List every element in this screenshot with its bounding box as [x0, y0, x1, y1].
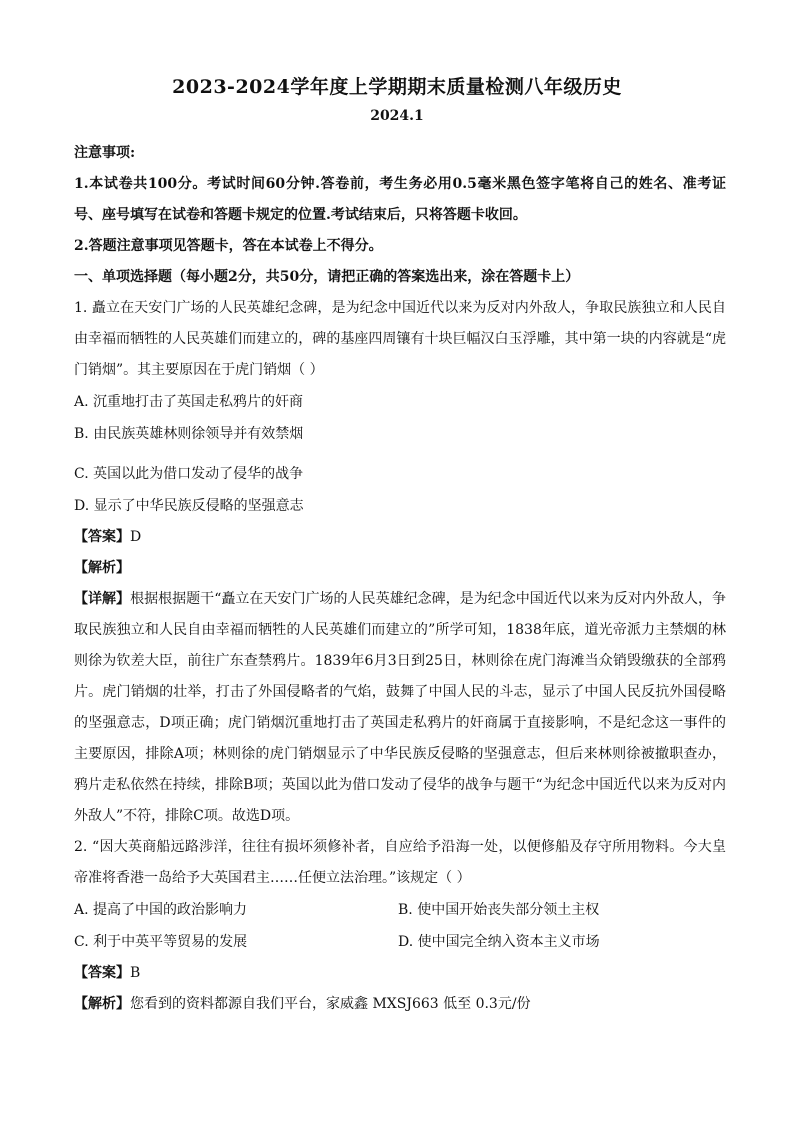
question-2-stem: 2. “因大英商船远路涉洋，往往有损坏须修补者，自应给予沿海一处，以便修船及存守所用物料。今大皇帝准将香港一岛给予大英国君主……任便立法治理。”该规定（ ） [74, 839, 726, 886]
notice-item-2: 2.答题注意事项见答题卡，答在本试卷上不得分。 [74, 238, 383, 254]
question-1-option-d: D. 显示了中华民族反侵略的坚强意志 [74, 498, 304, 514]
detail-tag: 【详解】 [74, 591, 131, 607]
notice-heading: 注意事项: [74, 145, 136, 161]
question-1-detail [74, 584, 726, 832]
question-2-options-row-1 [74, 894, 726, 926]
question-1-stem: 1. 矗立在天安门广场的人民英雄纪念碑，是为纪念中国近代以来为反对内外敌人，争取民族独立和人民自由幸福而牺牲的人民英雄们而建立的，碑的基座四周镶有十块巨幅汉白玉浮雕，其中第一块的内容就是“虎门销烟”。其主要原因在于虎门销烟（ ） [74, 300, 726, 378]
answer-value: D [130, 529, 142, 545]
analysis-tag: 【解析】 [74, 996, 130, 1012]
question-2-option-c: C. 利于中英平等贸易的发展 [74, 934, 248, 950]
notice-item-1: 1.本试卷共100分。考试时间60分钟.答卷前，考生务必用0.5毫米黑色签字笔将自己的姓名、准考证号、座号填写在试卷和答题卡规定的位置.考试结束后，只将答题卡收回。 [74, 176, 726, 223]
question-1-option-a: A. 沉重地打击了英国走私鸦片的奸商 [74, 394, 304, 410]
question-2-answer [74, 958, 726, 989]
question-2-option-b: B. 使中国开始丧失部分领土主权 [398, 902, 600, 918]
answer-tag: 【答案】 [74, 965, 130, 981]
answer-tag: 【答案】 [74, 529, 130, 545]
question-1-option-c: C. 英国以此为借口发动了侵华的战争 [74, 466, 304, 482]
question-1-option-b: B. 由民族英雄林则徐领导并有效禁烟 [74, 426, 304, 442]
question-1-answer [74, 522, 726, 553]
question-2-option-d: D. 使中国完全纳入资本主义市场 [398, 934, 600, 950]
answer-value: B [130, 965, 141, 981]
section-heading: 一、单项选择题（每小题2分，共50分，请把正确的答案选出来，涂在答题卡上） [74, 269, 580, 285]
question-1-analysis [74, 553, 726, 584]
question-2-analysis [74, 989, 726, 1020]
detail-text: 根据根据题干“矗立在天安门广场的人民英雄纪念碑，是为纪念中国近代以来为反对内外敌人，争取民族独立和人民自由幸福而牺牲的人民英雄们而建立的”所学可知，1838年底，道光帝派力主禁烟的林则徐为钦差大臣，前往广东查禁鸦片。1839年6月3日到25日，林则徐在虎门海滩当众销毁缴获的全部鸦片。虎门销烟的壮举，打击了外国侵略者的气焰，鼓舞了中国人民的斗志，显示了中国人民反抗外国侵略的坚强意志，D项正确；虎门销烟沉重地打击了英国走私鸦片的奸商属于直接影响，不是纪念这一事件的主要原因，排除A项；林则徐的虎门销烟显示了中华民族反侵略的坚强意志，但后来林则徐被撤职查办，鸦片走私依然在持续，排除B项；英国以此为借口发动了侵华的战争与题干“为纪念中国近代以来为反对内外敌人”不符，排除C项。故选D项。 [74, 591, 727, 824]
exam-content [74, 138, 726, 1020]
exam-date: 2024.1 [370, 108, 424, 124]
page-title: 2023-2024学年度上学期期末质量检测八年级历史 [172, 76, 622, 98]
analysis-tag: 【解析】 [74, 560, 130, 576]
question-2-options-row-2 [74, 926, 726, 958]
question-2-option-a: A. 提高了中国的政治影响力 [74, 902, 248, 918]
analysis-text: 您看到的资料都源自我们平台，家威鑫 MXSJ663 低至 0.3元/份 [130, 996, 531, 1012]
